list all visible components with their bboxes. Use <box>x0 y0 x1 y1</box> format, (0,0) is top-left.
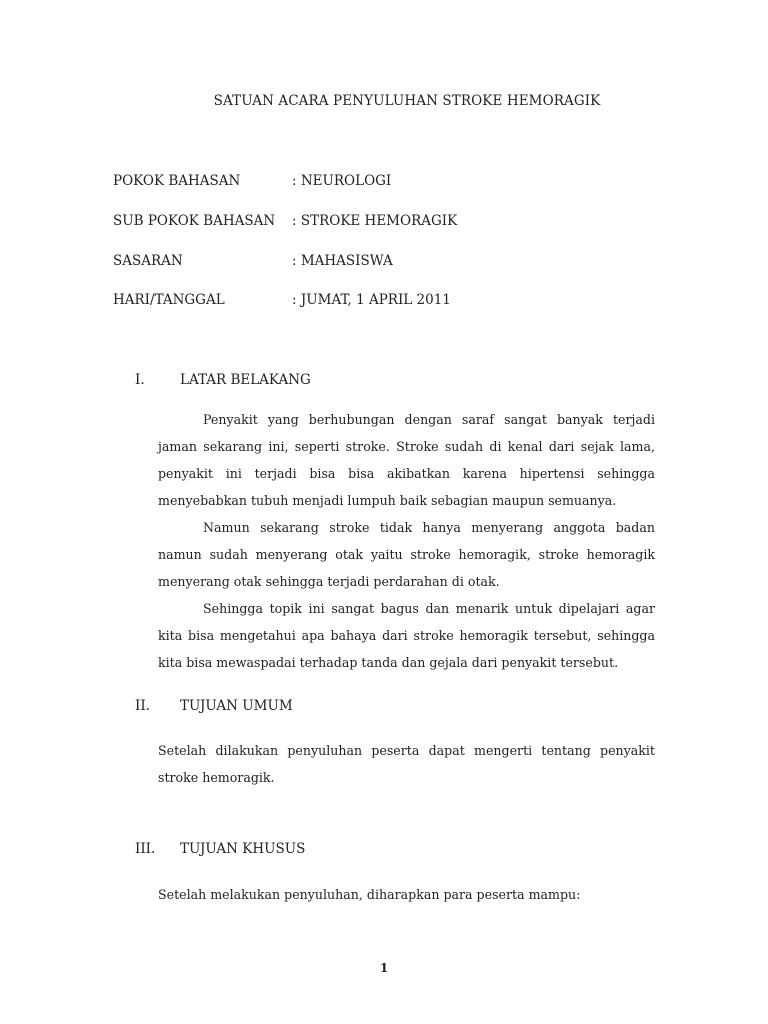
meta-key: SASARAN <box>113 253 183 269</box>
section-number: III. <box>135 841 156 857</box>
paragraph: Setelah dilakukan penyuluhan peserta dapat mengerti tentang penyakit stroke hemoragik. <box>158 743 655 785</box>
meta-key: POKOK BAHASAN <box>113 173 241 189</box>
meta-value: : NEUROLOGI <box>292 173 392 189</box>
meta-row-sub-pokok-bahasan <box>113 213 457 229</box>
section-number: II. <box>135 698 150 714</box>
meta-key: HARI/TANGGAL <box>113 292 225 308</box>
paragraph: Namun sekarang stroke tidak hanya menyerang anggota badan namun sudah menyerang otak yaitu stroke hemoragik, stroke hemoragik menyerang otak sehingga terjadi perdarahan di otak. <box>158 520 655 589</box>
meta-key: SUB POKOK BAHASAN <box>113 213 276 229</box>
section-title: LATAR BELAKANG <box>180 372 311 388</box>
section-title: TUJUAN KHUSUS <box>180 841 306 857</box>
page-number: 1 <box>379 961 389 975</box>
section-number: I. <box>135 372 145 388</box>
meta-value: : STROKE HEMORAGIK <box>292 213 458 229</box>
document-title: SATUAN ACARA PENYULUHAN STROKE HEMORAGIK <box>213 93 601 109</box>
section-title: TUJUAN UMUM <box>180 698 293 714</box>
meta-value: : JUMAT, 1 APRIL 2011 <box>292 292 451 308</box>
paragraph: Penyakit yang berhubungan dengan saraf sangat banyak terjadi jaman sekarang ini, seperti stroke. Stroke sudah di kenal dari sejak lama, penyakit ini terjadi bisa bisa akibatkan karena hipertensi sehingga menyebabkan tubuh menjadi lumpuh baik sebagian maupun semuanya. <box>158 412 655 508</box>
meta-row-hari-tanggal <box>113 292 451 308</box>
paragraph: Setelah melakukan penyuluhan, diharapkan para peserta mampu: <box>158 887 581 902</box>
paragraph: Sehingga topik ini sangat bagus dan menarik untuk dipelajari agar kita bisa mengetahui apa bahaya dari stroke hemoragik tersebut, sehingga kita bisa mewaspadai terhadap tanda dan gejala dari penyakit tersebut. <box>158 601 655 670</box>
meta-row-sasaran <box>113 253 393 269</box>
meta-value: : MAHASISWA <box>292 253 393 269</box>
meta-row-pokok-bahasan <box>113 173 391 189</box>
